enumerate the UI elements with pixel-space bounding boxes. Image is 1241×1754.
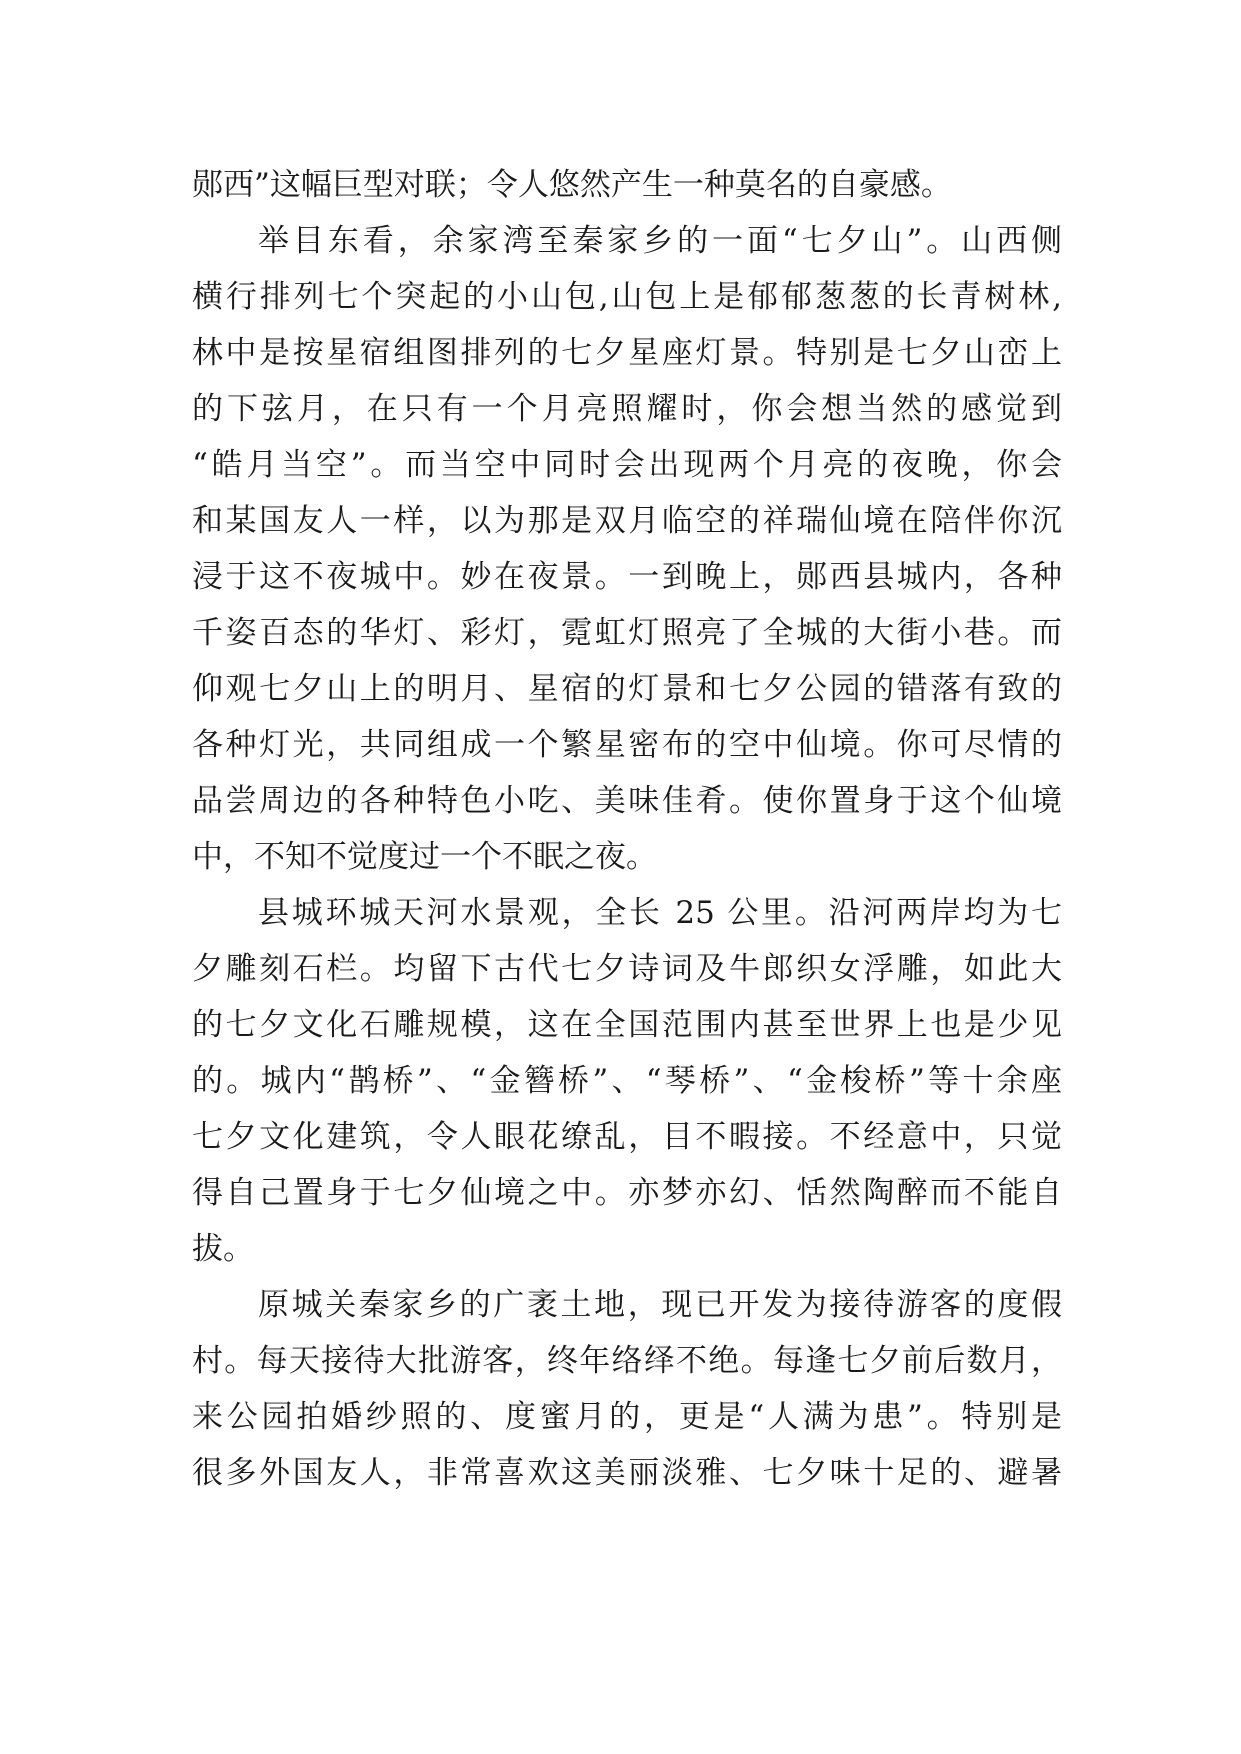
text-line: 的七夕文化石雕规模，这在全国范围内甚至世界上也是少见 [192, 1007, 1062, 1043]
paragraph-first-line: 县城环城天河水景观，全长 25 公里。沿河两岸均为七 [258, 895, 1062, 931]
text-line: 千姿百态的华灯、彩灯，霓虹灯照亮了全城的大街小巷。而 [192, 615, 1062, 651]
text-line: 和某国友人一样，以为那是双月临空的祥瑞仙境在陪伴你沉 [192, 503, 1062, 539]
text-line: 很多外国友人，非常喜欢这美丽淡雅、七夕味十足的、避暑 [192, 1455, 1062, 1491]
text-line: 浸于这不夜城中。妙在夜景。一到晚上，郧西县城内，各种 [192, 559, 1062, 595]
text-line: 林中是按星宿组图排列的七夕星座灯景。特别是七夕山峦上 [192, 335, 1062, 371]
text-line: 各种灯光，共同组成一个繁星密布的空中仙境。你可尽情的 [192, 727, 1062, 763]
text-line: 仰观七夕山上的明月、星宿的灯景和七夕公园的错落有致的 [192, 671, 1062, 707]
text-line: 拔。 [192, 1231, 254, 1267]
text-line: 村。每天接待大批游客，终年络绎不绝。每逢七夕前后数月， [192, 1343, 1062, 1379]
paragraph-first-line: 原城关秦家乡的广袤土地，现已开发为接待游客的度假 [258, 1287, 1062, 1323]
text-line: 的。城内“鹊桥”、“金簪桥”、“琴桥”、“金梭桥”等十余座 [192, 1063, 1062, 1099]
text-line: 郧西”这幅巨型对联；令人悠然产生一种莫名的自豪感。 [192, 167, 952, 203]
text-line: 七夕文化建筑，令人眼花缭乱，目不暇接。不经意中，只觉 [192, 1119, 1062, 1155]
text-line: 横行排列七个突起的小山包,山包上是郁郁葱葱的长青树林, [192, 279, 1062, 315]
text-line: “皓月当空”。而当空中同时会出现两个月亮的夜晚，你会 [192, 447, 1062, 483]
text-line: 得自己置身于七夕仙境之中。亦梦亦幻、恬然陶醉而不能自 [192, 1175, 1062, 1211]
text-line: 中，不知不觉度过一个不眠之夜。 [192, 839, 657, 875]
text-line: 来公园拍婚纱照的、度蜜月的，更是“人满为患”。特别是 [192, 1399, 1062, 1435]
text-line: 的下弦月，在只有一个月亮照耀时，你会想当然的感觉到 [192, 391, 1062, 427]
body-text [192, 157, 1062, 1501]
paragraph-first-line: 举目东看，余家湾至秦家乡的一面“七夕山”。山西侧 [258, 223, 1062, 259]
text-line: 品尝周边的各种特色小吃、美味佳肴。使你置身于这个仙境 [192, 783, 1062, 819]
text-line: 夕雕刻石栏。均留下古代七夕诗词及牛郎织女浮雕，如此大 [192, 951, 1062, 987]
